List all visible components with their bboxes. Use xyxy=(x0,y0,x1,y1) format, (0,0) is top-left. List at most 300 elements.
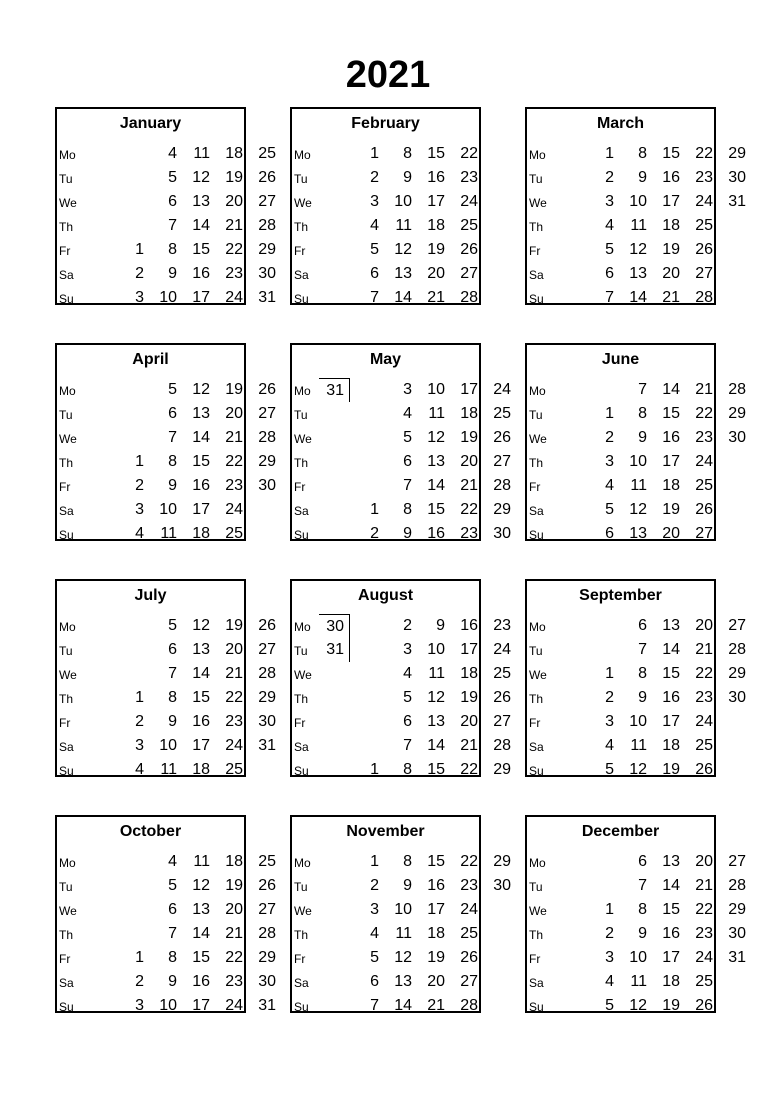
day-cell: 31 xyxy=(258,737,276,754)
day-cell: 20 xyxy=(662,525,680,542)
day-cell: 23 xyxy=(460,525,478,542)
weekday-label: Th xyxy=(529,928,544,942)
day-cell: 19 xyxy=(427,949,445,966)
day-cell: 20 xyxy=(225,901,243,918)
day-cell: 7 xyxy=(638,381,647,398)
day-cell: 20 xyxy=(695,617,713,634)
month-title: October xyxy=(119,823,182,840)
weekday-label: Su xyxy=(294,528,309,542)
day-cell: 30 xyxy=(258,973,276,990)
day-cell: 14 xyxy=(662,877,680,894)
day-cell: 30 xyxy=(493,525,511,542)
day-cell: 30 xyxy=(728,169,746,186)
weekday-row xyxy=(292,638,511,662)
weekday-label: Fr xyxy=(529,244,541,258)
weekday-label: We xyxy=(294,904,312,918)
weekday-label: Sa xyxy=(294,740,309,754)
day-cell: 20 xyxy=(225,193,243,210)
day-cell: 21 xyxy=(695,877,713,894)
day-cell: 26 xyxy=(258,877,276,894)
day-cell: 16 xyxy=(427,169,445,186)
weekday-label: Mo xyxy=(294,384,311,398)
weekday-row xyxy=(57,214,276,238)
day-cell: 25 xyxy=(258,853,276,870)
day-cell: 27 xyxy=(695,265,713,282)
day-cell: 17 xyxy=(192,289,210,306)
weekday-row xyxy=(57,946,276,970)
weekday-label: Tu xyxy=(294,644,308,658)
weekday-label: Tu xyxy=(529,644,543,658)
weekday-row xyxy=(292,874,511,898)
day-cell: 17 xyxy=(662,193,680,210)
day-cell: 5 xyxy=(168,617,177,634)
day-cell: 8 xyxy=(168,241,177,258)
day-cell: 27 xyxy=(258,641,276,658)
month-september xyxy=(525,579,746,778)
spill-day: 31 xyxy=(319,378,350,402)
weekday-row xyxy=(527,922,746,946)
day-cell: 17 xyxy=(662,713,680,730)
day-cell: 25 xyxy=(493,405,511,422)
day-cell: 9 xyxy=(168,265,177,282)
weekday-label: Su xyxy=(529,528,544,542)
day-cell: 3 xyxy=(370,193,379,210)
day-cell: 18 xyxy=(427,217,445,234)
weekday-row xyxy=(57,874,276,898)
day-cell: 20 xyxy=(695,853,713,870)
month-title: June xyxy=(601,351,640,368)
month-title: August xyxy=(357,587,414,604)
day-cell: 29 xyxy=(728,901,746,918)
weekday-row xyxy=(292,922,479,946)
day-cell: 20 xyxy=(662,265,680,282)
day-cell: 26 xyxy=(695,761,713,778)
day-cell: 28 xyxy=(493,477,511,494)
day-cell: 28 xyxy=(258,925,276,942)
weekday-row xyxy=(292,474,511,498)
weekday-label: Th xyxy=(294,692,309,706)
day-cell: 14 xyxy=(662,641,680,658)
day-cell: 21 xyxy=(225,925,243,942)
weekday-row xyxy=(527,970,714,994)
weekday-row xyxy=(292,758,511,782)
day-cell: 22 xyxy=(695,145,713,162)
day-cell: 18 xyxy=(662,737,680,754)
day-cell: 21 xyxy=(695,381,713,398)
day-cell: 2 xyxy=(135,477,144,494)
day-cell: 16 xyxy=(192,973,210,990)
day-cell: 7 xyxy=(370,997,379,1014)
weekday-row xyxy=(527,874,746,898)
weekday-label: Th xyxy=(294,220,309,234)
weekday-row xyxy=(57,262,276,286)
weekday-row xyxy=(527,190,746,214)
day-cell: 22 xyxy=(225,453,243,470)
weekday-row xyxy=(527,662,746,686)
day-cell: 2 xyxy=(605,429,614,446)
day-cell: 1 xyxy=(605,665,614,682)
day-cell: 28 xyxy=(258,665,276,682)
day-cell: 4 xyxy=(403,665,412,682)
day-cell: 13 xyxy=(427,713,445,730)
day-cell: 29 xyxy=(258,453,276,470)
month-march xyxy=(525,107,746,306)
day-cell: 2 xyxy=(605,689,614,706)
day-cell: 31 xyxy=(728,193,746,210)
weekday-row xyxy=(527,426,746,450)
weekday-label: Th xyxy=(59,456,74,470)
day-cell: 30 xyxy=(493,877,511,894)
weekday-label: Fr xyxy=(529,952,541,966)
day-cell: 13 xyxy=(427,453,445,470)
month-title: February xyxy=(351,115,420,132)
day-cell: 3 xyxy=(370,901,379,918)
day-cell: 12 xyxy=(629,761,647,778)
day-cell: 1 xyxy=(370,853,379,870)
day-cell: 27 xyxy=(460,973,478,990)
day-cell: 1 xyxy=(370,145,379,162)
day-cell: 9 xyxy=(168,477,177,494)
weekday-label: We xyxy=(59,432,77,446)
day-cell: 7 xyxy=(168,217,177,234)
day-cell: 12 xyxy=(394,949,412,966)
day-cell: 14 xyxy=(662,381,680,398)
weekday-label: We xyxy=(294,432,312,446)
weekday-label: Tu xyxy=(59,172,73,186)
day-cell: 31 xyxy=(258,289,276,306)
day-cell: 9 xyxy=(436,617,445,634)
weekday-label: Th xyxy=(59,928,74,942)
day-cell: 12 xyxy=(629,997,647,1014)
weekday-row xyxy=(527,994,714,1018)
weekday-row xyxy=(527,710,714,734)
weekday-label: Th xyxy=(59,220,74,234)
day-cell: 3 xyxy=(135,737,144,754)
day-cell: 27 xyxy=(258,193,276,210)
day-cell: 16 xyxy=(460,617,478,634)
weekday-row xyxy=(292,498,511,522)
day-cell: 19 xyxy=(225,169,243,186)
weekday-label: Mo xyxy=(59,384,76,398)
day-cell: 16 xyxy=(662,169,680,186)
day-cell: 6 xyxy=(605,525,614,542)
weekday-label: Su xyxy=(59,764,74,778)
weekday-row xyxy=(292,662,511,686)
weekday-row xyxy=(292,142,479,166)
day-cell: 18 xyxy=(460,405,478,422)
day-cell: 6 xyxy=(638,617,647,634)
month-december xyxy=(525,815,746,1014)
day-cell: 15 xyxy=(427,501,445,518)
day-cell: 25 xyxy=(695,477,713,494)
day-cell: 5 xyxy=(370,949,379,966)
weekday-label: Th xyxy=(529,456,544,470)
weekday-label: Fr xyxy=(529,716,541,730)
day-cell: 17 xyxy=(460,641,478,658)
weekday-row xyxy=(292,686,511,710)
day-cell: 29 xyxy=(493,853,511,870)
weekday-row xyxy=(527,142,746,166)
day-cell: 28 xyxy=(258,429,276,446)
weekday-row xyxy=(292,614,511,638)
weekday-row xyxy=(57,142,276,166)
day-cell: 19 xyxy=(460,429,478,446)
day-cell: 27 xyxy=(460,265,478,282)
day-cell: 26 xyxy=(695,997,713,1014)
day-cell: 27 xyxy=(258,405,276,422)
day-cell: 25 xyxy=(460,217,478,234)
month-title: December xyxy=(581,823,660,840)
weekday-row xyxy=(57,378,276,402)
day-cell: 15 xyxy=(662,901,680,918)
day-cell: 6 xyxy=(168,405,177,422)
day-cell: 6 xyxy=(370,973,379,990)
day-cell: 26 xyxy=(258,381,276,398)
day-cell: 29 xyxy=(728,665,746,682)
day-cell: 19 xyxy=(427,241,445,258)
day-cell: 25 xyxy=(695,217,713,234)
day-cell: 16 xyxy=(192,265,210,282)
spill-day: 30 xyxy=(319,614,350,638)
weekday-row xyxy=(292,166,479,190)
day-cell: 5 xyxy=(403,689,412,706)
day-cell: 1 xyxy=(135,453,144,470)
month-november xyxy=(290,815,511,1014)
weekday-label: Mo xyxy=(294,856,311,870)
weekday-row xyxy=(292,734,511,758)
day-cell: 12 xyxy=(629,501,647,518)
weekday-label: Sa xyxy=(59,268,74,282)
day-cell: 1 xyxy=(370,501,379,518)
day-cell: 2 xyxy=(135,713,144,730)
weekday-label: Sa xyxy=(59,740,74,754)
month-july xyxy=(55,579,276,778)
day-cell: 1 xyxy=(605,405,614,422)
weekday-label: Fr xyxy=(59,952,71,966)
weekday-row xyxy=(527,402,746,426)
day-cell: 18 xyxy=(662,217,680,234)
day-cell: 2 xyxy=(403,617,412,634)
day-cell: 17 xyxy=(192,501,210,518)
weekday-row xyxy=(527,262,714,286)
day-cell: 23 xyxy=(460,169,478,186)
day-cell: 28 xyxy=(728,381,746,398)
weekday-row xyxy=(292,994,479,1018)
weekday-label: Fr xyxy=(59,716,71,730)
day-cell: 13 xyxy=(192,901,210,918)
day-cell: 18 xyxy=(427,925,445,942)
weekday-label: Su xyxy=(529,764,544,778)
day-cell: 27 xyxy=(728,853,746,870)
weekday-label: Sa xyxy=(529,504,544,518)
weekday-row xyxy=(527,450,714,474)
weekday-label: Tu xyxy=(59,644,73,658)
spill-day: 31 xyxy=(319,638,350,662)
weekday-label: Tu xyxy=(529,408,543,422)
day-cell: 15 xyxy=(192,453,210,470)
weekday-label: Tu xyxy=(294,172,308,186)
day-cell: 10 xyxy=(629,193,647,210)
day-cell: 27 xyxy=(493,453,511,470)
day-cell: 23 xyxy=(695,169,713,186)
weekday-row xyxy=(57,758,244,782)
day-cell: 8 xyxy=(168,453,177,470)
day-cell: 1 xyxy=(135,949,144,966)
day-cell: 17 xyxy=(192,997,210,1014)
day-cell: 29 xyxy=(258,689,276,706)
day-cell: 20 xyxy=(225,641,243,658)
weekday-row xyxy=(527,638,746,662)
day-cell: 30 xyxy=(258,713,276,730)
day-cell: 6 xyxy=(403,453,412,470)
day-cell: 19 xyxy=(662,241,680,258)
day-cell: 18 xyxy=(662,477,680,494)
day-cell: 13 xyxy=(662,617,680,634)
month-may xyxy=(290,343,511,542)
day-cell: 27 xyxy=(493,713,511,730)
day-cell: 15 xyxy=(662,405,680,422)
day-cell: 24 xyxy=(460,901,478,918)
day-cell: 24 xyxy=(225,501,243,518)
day-cell: 15 xyxy=(662,145,680,162)
day-cell: 31 xyxy=(258,997,276,1014)
weekday-label: Su xyxy=(294,1000,309,1014)
day-cell: 23 xyxy=(225,713,243,730)
day-cell: 8 xyxy=(168,949,177,966)
day-cell: 17 xyxy=(460,381,478,398)
day-cell: 27 xyxy=(728,617,746,634)
weekday-row xyxy=(57,922,276,946)
day-cell: 23 xyxy=(225,477,243,494)
day-cell: 24 xyxy=(493,641,511,658)
day-cell: 30 xyxy=(728,925,746,942)
day-cell: 6 xyxy=(403,713,412,730)
day-cell: 1 xyxy=(605,145,614,162)
day-cell: 5 xyxy=(605,241,614,258)
weekday-label: Sa xyxy=(529,740,544,754)
weekday-row xyxy=(57,166,276,190)
day-cell: 3 xyxy=(135,997,144,1014)
day-cell: 21 xyxy=(460,477,478,494)
weekday-label: We xyxy=(294,196,312,210)
day-cell: 12 xyxy=(427,429,445,446)
weekday-label: Tu xyxy=(529,172,543,186)
day-cell: 26 xyxy=(258,617,276,634)
day-cell: 9 xyxy=(638,925,647,942)
weekday-label: Fr xyxy=(529,480,541,494)
day-cell: 6 xyxy=(370,265,379,282)
day-cell: 5 xyxy=(605,997,614,1014)
day-cell: 16 xyxy=(427,877,445,894)
day-cell: 1 xyxy=(605,901,614,918)
day-cell: 23 xyxy=(695,429,713,446)
weekday-label: Su xyxy=(529,1000,544,1014)
day-cell: 24 xyxy=(460,193,478,210)
day-cell: 16 xyxy=(427,525,445,542)
day-cell: 16 xyxy=(192,713,210,730)
day-cell: 10 xyxy=(629,949,647,966)
day-cell: 4 xyxy=(168,853,177,870)
day-cell: 29 xyxy=(258,241,276,258)
weekday-row xyxy=(292,378,511,402)
weekday-label: Su xyxy=(59,528,74,542)
day-cell: 3 xyxy=(135,289,144,306)
weekday-row xyxy=(292,850,511,874)
day-cell: 19 xyxy=(225,877,243,894)
day-cell: 18 xyxy=(460,665,478,682)
day-cell: 7 xyxy=(638,641,647,658)
day-cell: 11 xyxy=(395,925,412,942)
day-cell: 24 xyxy=(225,289,243,306)
day-cell: 24 xyxy=(695,949,713,966)
weekday-label: Su xyxy=(294,764,309,778)
weekday-row xyxy=(527,214,714,238)
day-cell: 3 xyxy=(403,381,412,398)
day-cell: 24 xyxy=(695,453,713,470)
day-cell: 20 xyxy=(460,713,478,730)
day-cell: 27 xyxy=(695,525,713,542)
month-title: January xyxy=(119,115,182,132)
day-cell: 17 xyxy=(192,737,210,754)
day-cell: 21 xyxy=(427,289,445,306)
weekday-label: Mo xyxy=(59,148,76,162)
day-cell: 18 xyxy=(192,761,210,778)
day-cell: 13 xyxy=(192,193,210,210)
day-cell: 10 xyxy=(629,713,647,730)
weekday-row xyxy=(292,710,511,734)
day-cell: 14 xyxy=(192,429,210,446)
day-cell: 19 xyxy=(662,761,680,778)
weekday-label: Tu xyxy=(294,880,308,894)
day-cell: 17 xyxy=(427,901,445,918)
day-cell: 8 xyxy=(403,501,412,518)
day-cell: 19 xyxy=(460,689,478,706)
weekday-row xyxy=(292,426,511,450)
day-cell: 12 xyxy=(427,689,445,706)
day-cell: 30 xyxy=(258,477,276,494)
day-cell: 14 xyxy=(427,737,445,754)
weekday-row xyxy=(57,614,276,638)
day-cell: 16 xyxy=(192,477,210,494)
day-cell: 9 xyxy=(638,169,647,186)
weekday-row xyxy=(527,946,746,970)
day-cell: 9 xyxy=(403,877,412,894)
weekday-label: Th xyxy=(59,692,74,706)
day-cell: 2 xyxy=(135,265,144,282)
day-cell: 11 xyxy=(428,405,445,422)
weekday-row xyxy=(57,450,276,474)
day-cell: 14 xyxy=(192,925,210,942)
day-cell: 7 xyxy=(638,877,647,894)
weekday-label: Sa xyxy=(529,268,544,282)
weekday-row xyxy=(292,214,479,238)
day-cell: 4 xyxy=(135,525,144,542)
day-cell: 13 xyxy=(629,525,647,542)
day-cell: 7 xyxy=(168,429,177,446)
day-cell: 11 xyxy=(630,973,647,990)
day-cell: 11 xyxy=(630,477,647,494)
month-august xyxy=(290,579,511,778)
weekday-label: Mo xyxy=(529,620,546,634)
day-cell: 10 xyxy=(159,737,177,754)
day-cell: 11 xyxy=(160,761,177,778)
weekday-label: Sa xyxy=(59,976,74,990)
day-cell: 6 xyxy=(605,265,614,282)
day-cell: 9 xyxy=(168,973,177,990)
weekday-row xyxy=(292,286,479,310)
day-cell: 15 xyxy=(192,241,210,258)
day-cell: 12 xyxy=(629,241,647,258)
